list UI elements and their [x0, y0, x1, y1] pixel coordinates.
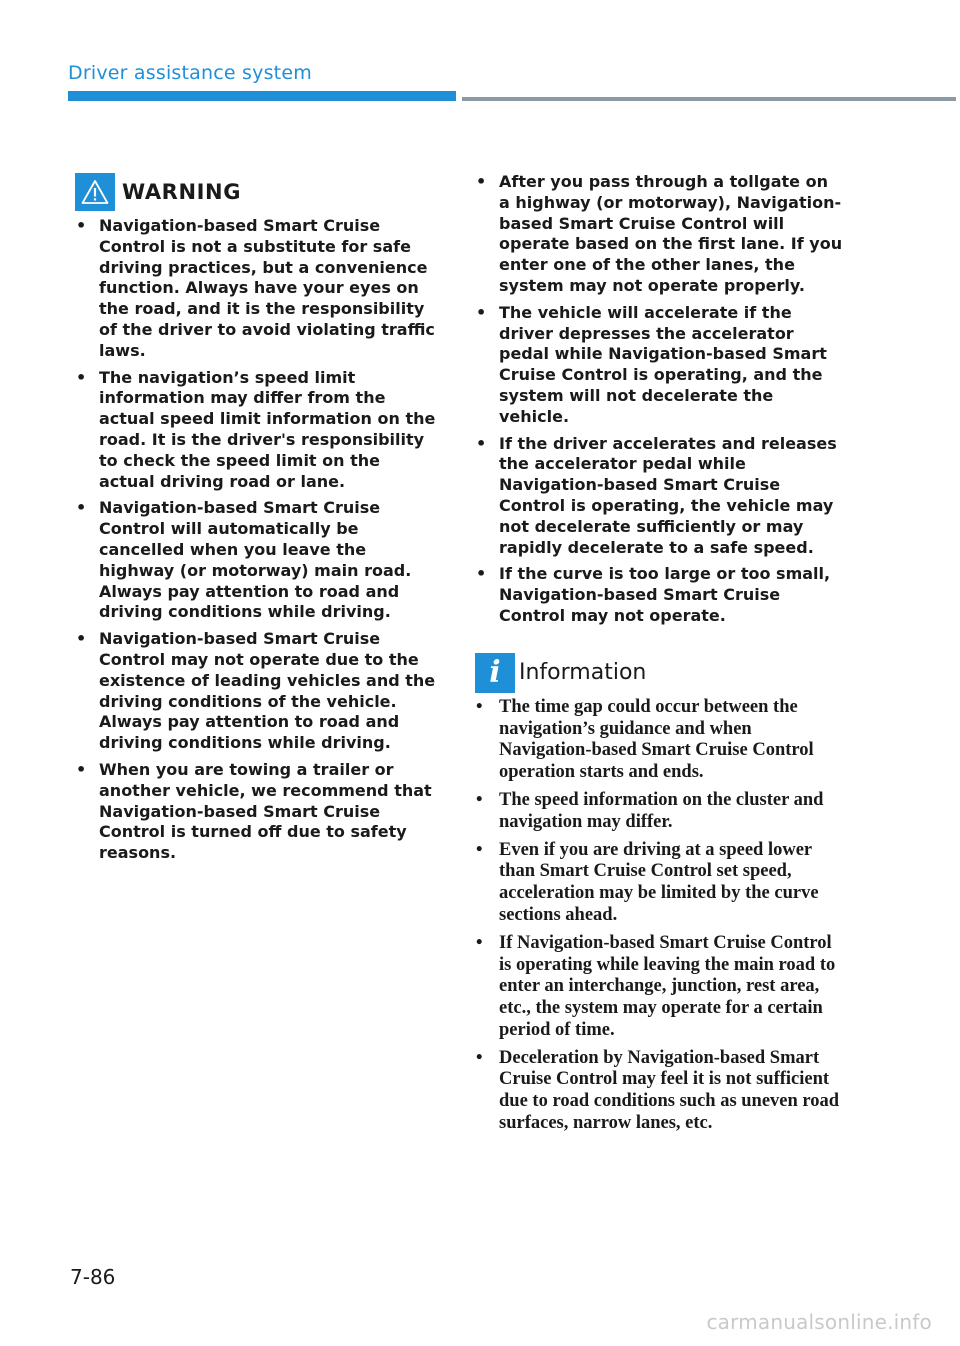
list-item: • The vehicle will accelerate if the driver depresses the accelerator pedal while Navigation-based Smart Cruise Control is operating, and the system will not decelerate the vehicle. — [475, 303, 843, 428]
page-number: 7-86 — [70, 1265, 116, 1289]
left-column — [75, 172, 440, 870]
warning-list-left — [75, 216, 440, 864]
information-list — [475, 697, 843, 1135]
warning-label: WARNING — [122, 180, 242, 204]
list-item: • Navigation-based Smart Cruise Control may not operate due to the existence of leading vehicles and the driving conditions of the vehicle. Always pay attention to road and driving conditions while driving. — [75, 629, 440, 754]
info-icon: i — [475, 653, 515, 693]
section-title: Driver assistance system — [68, 62, 312, 84]
right-column — [475, 172, 843, 1141]
header-rule — [462, 97, 956, 101]
list-item: • The time gap could occur between the navigation’s guidance and when Navigation-based Smart Cruise Control operation starts and ends. — [475, 697, 843, 784]
warning-triangle-icon — [75, 173, 115, 211]
information-label: Information — [519, 660, 647, 686]
list-item: • The speed information on the cluster and navigation may differ. — [475, 790, 843, 834]
warning-heading — [75, 172, 440, 212]
information-heading — [475, 653, 843, 693]
list-item: • After you pass through a tollgate on a highway (or motorway), Navigation-based Smart Cruise Control will operate based on the first lane. If you enter one of the other lanes, the system may not operate properly. — [475, 172, 843, 297]
list-item: • The navigation’s speed limit information may differ from the actual speed limit information on the road. It is the driver's responsibility to check the speed limit on the actual driving road or lane. — [75, 368, 440, 493]
list-item: • Even if you are driving at a speed lower than Smart Cruise Control set speed, acceleration may be limited by the curve sections ahead. — [475, 840, 843, 927]
header-accent-bar — [68, 91, 456, 101]
list-item: • When you are towing a trailer or another vehicle, we recommend that Navigation-based Smart Cruise Control is turned off due to safety reasons. — [75, 760, 440, 864]
list-item: • If the driver accelerates and releases the accelerator pedal while Navigation-based Smart Cruise Control is operating, the vehicle may not decelerate sufficiently or may rapidly decelerate to a safe speed. — [475, 434, 843, 559]
information-section — [475, 653, 843, 1135]
list-item: • Navigation-based Smart Cruise Control is not a substitute for safe driving practices, but a convenience function. Always have your eyes on the road, and it is the responsibility of the driver to avoid violating traffic laws. — [75, 216, 440, 362]
warning-list-right — [475, 172, 843, 627]
watermark: carmanualsonline.info — [706, 1310, 932, 1334]
list-item: • Navigation-based Smart Cruise Control will automatically be cancelled when you leave the highway (or motorway) main road. Always pay attention to road and driving conditions while driving. — [75, 498, 440, 623]
list-item: • Deceleration by Navigation-based Smart Cruise Control may feel it is not sufficient due to road conditions such as uneven road surfaces, narrow lanes, etc. — [475, 1048, 843, 1135]
list-item: • If Navigation-based Smart Cruise Control is operating while leaving the main road to enter an interchange, junction, rest area, etc., the system may operate for a certain period of time. — [475, 933, 843, 1042]
list-item: • If the curve is too large or too small, Navigation-based Smart Cruise Control may not operate. — [475, 564, 843, 626]
